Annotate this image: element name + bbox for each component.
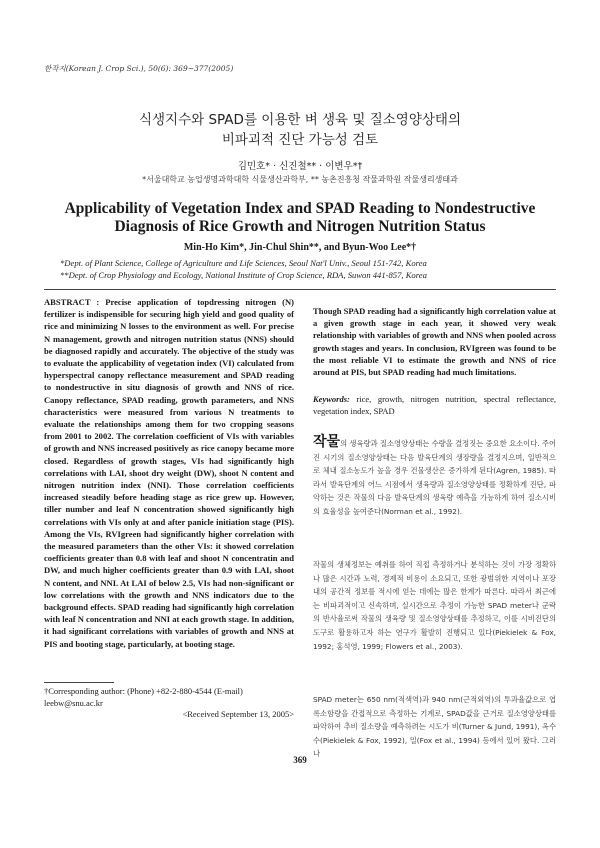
footnote <box>44 686 294 721</box>
header-divider <box>44 289 556 290</box>
keywords-text: rice, growth, nitrogen nutrition, spectral reflectance, vegetation index, SPAD <box>313 394 556 417</box>
body-dropcap: 작물 <box>313 434 341 450</box>
body-paragraph-1 <box>313 436 556 519</box>
abstract-left-column: ABSTRACT : Precise application of topdressing nitrogen (N) fertilizer is indispensible for securing high yield and good quality of rice and minimizing N losses to the environment as well. For precise N management, growth and nitrogen nutrition status (NNS) should be diagnosed rapidly and accurately. The objective of the study was to evaluate the applicability of vegetation index (VI) calculated from hyperspectral canopy reflectance measurement and SPAD reading to nondestructive in situ diagnosis of growth and NNS of rice. Canopy reflectance, SPAD reading, growth parameters, and NNS characteristics were measured from various N treatments to evaluate the relationships among them for two cropping seasons from 2001 to 2002. The correlation coefficient of VIs with variables of growth and NNS increased positively as rice canopy became more closed. Regardless of growth stages, VIs had significantly high correlations with LAI, shoot dry weight (DW), shoot N content and nitrogen nutrition index (NNI). Those correlation coefficients increased steadily before heading stage as rice grew up. However, tiller number and leaf N concentration showed significantly high correlations with VIs only at and after panicle initiation stage (PIS). Among the VIs, RVIgreen had significantly higher correlation with the measured parameters than the other VIs: it showed correlation coefficients greater than 0.8 with leaf and shoot N concentratin and DW, and much higher coefficients greater than 0.9 with LAI, shoot N content, and NNI. At LAI of below 2.5, VIs had non-significant or low correlations with the growth and NNS indicators due to the background effects. SPAD reading had significantly high correlation with leaf N concentration and NNI at each growth stage. In addition, it had significant correlations with variables of growth and NNS at PIS and booting stage, particularly, at booting stage. <box>44 297 294 649</box>
korean-title-line1: 식생지수와 SPAD를 이용한 벼 생육 및 질소영양상태의 <box>138 112 462 128</box>
english-affiliation-1: *Dept. of Plant Science, College of Agriculture and Life Sciences, Seoul Nat'l Univ., Seoul 151-742, Korea <box>60 258 427 268</box>
body-paragraph-2: 작물의 생체정보는 예취를 하여 직접 측정하거나 분석하는 것이 가장 정확하나 많은 시간과 노력, 경제적 비용이 소요되고, 또한 광범위한 지역이나 포장내의 공간적 정보를 적시에 얻는 데에는 많은 한계가 따른다. 따라서 최근에는 비파괴적이고 신속하며, 실시간으로 추정이 가능한 SPAD meter나 군락의 반사율로써 작물의 생육량 및 질소영양상태를 추정하고, 이를 시비진단의 도구로 활용하고자 하는 연구가 활발히 진행되고 있다(Piekielek & Fox, 1992; 홍석영, 1999; Flowers et al., 2003). <box>313 560 556 651</box>
journal-citation: 한작지(Korean J. Crop Sci.), 50(6): 369~377(2005) <box>44 64 234 73</box>
korean-authors: 김민호* · 신진철** · 이변우*† <box>237 161 363 172</box>
english-title-line2: Diagnosis of Rice Growth and Nitrogen Nutrition Status <box>114 218 486 235</box>
abstract-right-column: Though SPAD reading had a significantly high correlation value at a given growth stage in each year, it showed very weak relationship with variables of growth and NNS when pooled across growth stages and years. In conclusion, RVIgreen was found to be the most reliable VI to estimate the growth and NNS of rice around at PIS, but SPAD reading had much limitations. <box>313 306 556 378</box>
english-affiliation-2: **Dept. of Crop Physiology and Ecology, National Institute of Crop Science, RDA, Suwon 441-857, Korea <box>60 270 427 280</box>
keywords <box>313 393 556 417</box>
footnote-divider <box>44 682 114 683</box>
page-number: 369 <box>293 755 307 765</box>
keywords-label: Keywords: <box>313 394 350 404</box>
body-paragraph-1-text: 의 생육량과 질소영양상태는 수량을 결정짓는 중요한 요소이다. 주어진 시기의 질소영양상태는 다음 발육단계의 생장량을 결정지으며, 일반적으로 체내 질소농도가 높을 경우 건물생산은 증가하게 된다(Agren, 1985). 따라서 발육단계의 어느 시점에서 생육량과 질소영양상태를 정확하게 진단, 파악하는 것은 작물의 다음 발육단계의 생육량 예측을 가능하게 하여 질소시비의 효율성을 높여준다(Norman et al., 1992). <box>313 439 556 516</box>
received-date: <Received September 13, 2005> <box>182 709 294 719</box>
english-title-line1: Applicability of Vegetation Index and SPAD Reading to Nondestructive <box>64 200 536 217</box>
corresponding-author: †Corresponding author: (Phone) +82-2-880-4544 (E-mail) leebw@snu.ac.kr <box>44 686 243 708</box>
korean-affiliation: *서울대학교 농업생명과학대학 식물생산과학부, ** 농촌진흥청 작물과학원 작물생리생태과 <box>142 175 458 184</box>
english-authors: Min-Ho Kim*, Jin-Chul Shin**, and Byun-Woo Lee*† <box>183 242 417 253</box>
korean-title-line2: 비파괴적 진단 가능성 검토 <box>221 132 379 148</box>
body-paragraph-3: SPAD meter는 650 nm(적색역)과 940 nm(근적외역)의 투과율값으로 엽록소함량을 간접적으로 측정하는 기계로, SPAD값을 근거로 질소영양상태를 파악하여 추비 질소량을 예측하려는 시도가 비(Turner & Jund, 1991), 옥수수(Piekielek & Fox, 1992), 밀(Fox et al., 1994) 등에서 있어 왔다. 그러나 <box>313 695 556 759</box>
